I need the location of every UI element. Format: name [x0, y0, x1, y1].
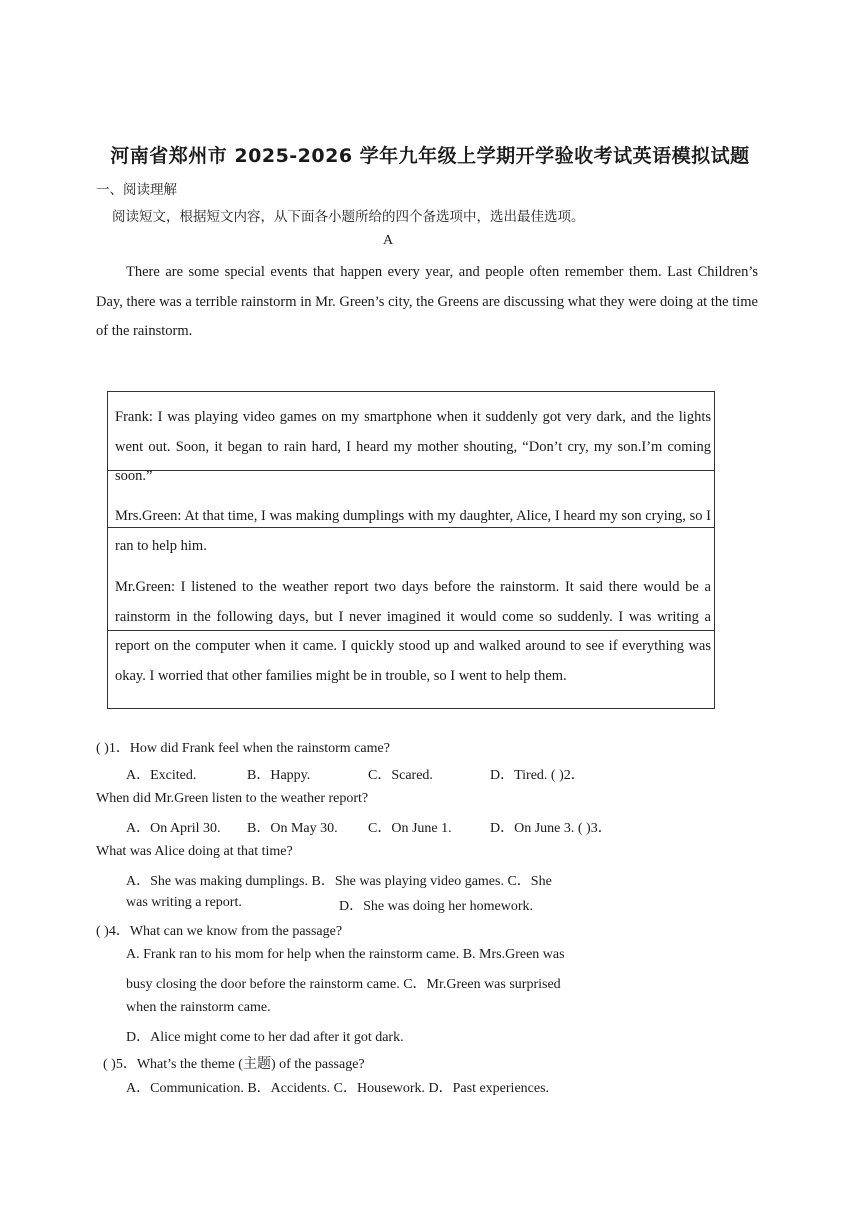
- question-3: What was Alice doing at that time?: [96, 844, 293, 859]
- question-5: ( )5．What’s the theme (主题) of the passage?: [103, 1057, 365, 1072]
- q1-option-d: D．Tired. ( )2．: [490, 768, 585, 783]
- q3-options-line-1: A．She was making dumplings. B．She was playing video games. C．She: [126, 874, 552, 889]
- mr-green-paragraph: Mr.Green: I listened to the weather report two days before the rainstorm. It said there would be a rainstorm in the following days, but I never imagined it would come so suddenly. I was writing a report on the computer when it came. I quickly stood up and walked around to see if everything was okay. I worried that other families might be in trouble, so I went to help them.: [115, 579, 711, 684]
- passage-intro: There are some special events that happen every year, and people often remember them. Last Children’s Day, there was a terrible rainstorm in Mr. Green’s city, the Greens are discussing what they were doing at the time of the rainstorm.: [96, 264, 758, 339]
- q3-option-c-cont: was writing a report.: [126, 895, 242, 910]
- q4-options-line-1: A. Frank ran to his mom for help when the rainstorm came. B. Mrs.Green was: [126, 947, 565, 962]
- q2-option-b: B．On May 30.: [247, 821, 338, 836]
- mrs-green-paragraph: Mrs.Green: At that time, I was making dumplings with my daughter, Alice, I heard my son crying, so I ran to help him.: [115, 508, 711, 554]
- q4-options-line-2: busy closing the door before the rainstorm came. C．Mr.Green was surprised: [126, 977, 561, 992]
- question-4: ( )4．What can we know from the passage?: [96, 924, 343, 939]
- q1-option-b: B．Happy.: [247, 768, 311, 783]
- page-title: 河南省郑州市 2025-2026 学年九年级上学期开学验收考试英语模拟试题: [110, 145, 750, 167]
- q4-option-d: D．Alice might come to her dad after it got dark.: [126, 1030, 404, 1045]
- question-1: ( )1．How did Frank feel when the rainstorm came?: [96, 741, 390, 756]
- frank-paragraph: Frank: I was playing video games on my smartphone when it suddenly got very dark, and the lights went out. Soon, it began to rain hard, I heard my mother shouting, “Don’t cry, my son.I’m coming soon.”: [115, 409, 711, 484]
- q1-option-c: C．Scared.: [368, 768, 433, 783]
- section-heading: 一、阅读理解: [96, 182, 177, 198]
- passage-label: A: [383, 233, 394, 248]
- q4-options-line-3: when the rainstorm came.: [126, 1000, 271, 1015]
- question-2: When did Mr.Green listen to the weather report?: [96, 791, 369, 806]
- q2-option-d: D．On June 3. ( )3．: [490, 821, 612, 836]
- q3-option-d: D．She was doing her homework.: [339, 899, 534, 914]
- q5-options: A．Communication. B．Accidents. C．Housework. D．Past experiences.: [126, 1081, 550, 1096]
- instruction-text: 阅读短文，根据短文内容，从下面各小题所给的四个备选项中，选出最佳选项。: [112, 209, 585, 225]
- q2-option-a: A．On April 30.: [126, 821, 221, 836]
- q1-option-a: A．Excited.: [126, 768, 197, 783]
- q2-option-c: C．On June 1.: [368, 821, 452, 836]
